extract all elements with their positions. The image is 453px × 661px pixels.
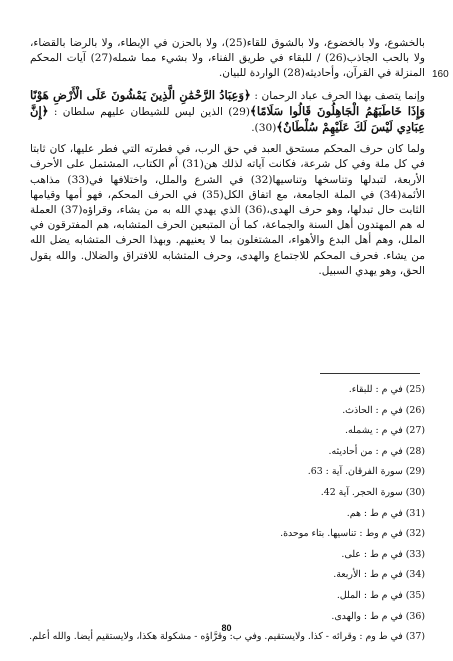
footnote-27: (27) في م : يشمله. (345, 425, 425, 437)
footnote-30: (30) سورة الحجر. آية 42. (320, 486, 425, 498)
footnote-28: (28) في م : من أحاديثه. (328, 445, 425, 457)
footnote-35: (35) في م ط : الملل. (336, 589, 425, 601)
footnote-36: (36) في م ط : والهدى. (331, 610, 425, 622)
footnote-31: (31) في م ط : هم. (346, 507, 425, 519)
page-number: 80 (221, 623, 232, 633)
paragraph-2-end: (30). (251, 122, 277, 135)
footnote-32: (32) في م وط : تناسيها. بتاء موحدة. (280, 528, 425, 540)
quran-verse-furqan: ﴿وَعِبَادُ الرَّحْمَٰنِ الَّذِينَ يَمْشُونَ عَلَى الْأَرْضِ هَوْنًا وَإِذَا خَاطَبَهُمُ الْجَاهِلُونَ قَالُوا سَلَامًا﴾ (30, 87, 425, 118)
footnote-26: (26) في م : الحاذث. (342, 404, 425, 416)
paragraph-1: بالخشوع، ولا بالخضوع، ولا بالشوق للقاء(25)، ولا بالحزن في الإبطاء، ولا بالرضا بالقضاء، ولا بالحب الجاذب(26) / للبقاء في طريق الفناء، ولا بشيء مما شمله(27) آيات المحكم المنزلة في القرآن، وأحاديثه(28) الواردة للبيان. (30, 37, 425, 80)
paragraph-2 (30, 88, 425, 137)
footnote-25: (25) في م : للبقاء. (348, 384, 425, 395)
footnote-34: (34) في م ط : الأربعة. (333, 569, 425, 581)
footnote-33: (33) في م ط : على. (341, 548, 425, 560)
footnote-37: (37) في ط وم : وقرائه - كذا. ولايستقيم. وفي ب: وقرَّاؤه - مشكولة هكذا، ولايستقيم أيضا. والله أعلم. (29, 631, 425, 643)
footnote-divider (320, 373, 420, 374)
paragraph-2-intro: وإنما يتصف بهذا الحرف عباد الرحمان : (250, 89, 425, 102)
paragraph-3: ولما كان حرف المحكم مستحق العبد في حق الرب، في فطرته التي فطر عليها، كان ثابتا في كل ملة وفي كل شرعة، فكانت آياته لذلك هن(31) أم الكتاب، المشتمل على الأحرف الأربعة، لتبدلها وتناسخها وتناسيها(32) في الشرع والملل، واختلافها في(33) مذاهب الأئمة(34) في الملة الجامعة، مع اتفاق الكل(35) في الحرف المحكم، فهو أمها وقيامها الثابت حال تبدلها، وهو حرف الهدى،(36) الذي يهدي الله به من يشاء، وقراؤه(37) العملة له هم المهتدون أهل السنة والجماعة، كما أن المتبعين الحرف المتشابه، هم المفترقون في الملل، وهم أهل البدع والأهواء، المشتغلون بما لا يعنيهم. وبهذا الحرف المتشابه يضل الله من يشاء. فحرف المحكم للاجتماع والهدى، وحرف المتشابه للافتراق والضلال. والله يقول الحق، وهو يهدي السبيل. (30, 143, 426, 277)
margin-page-reference: 160 (432, 69, 449, 80)
footnotes-list (28, 380, 425, 648)
main-text (30, 36, 425, 279)
quran-verse-hijr: ﴿إِنَّ عِبَادِي لَيْسَ لَكَ عَلَيْهِمْ سُلْطَانٌ﴾ (30, 103, 425, 135)
footnote-29: (29) سورة الفرقان. آية : 63. (307, 466, 425, 478)
paragraph-2-middle: (29) الذين ليس للشيطان عليهم سلطان : (48, 105, 251, 118)
